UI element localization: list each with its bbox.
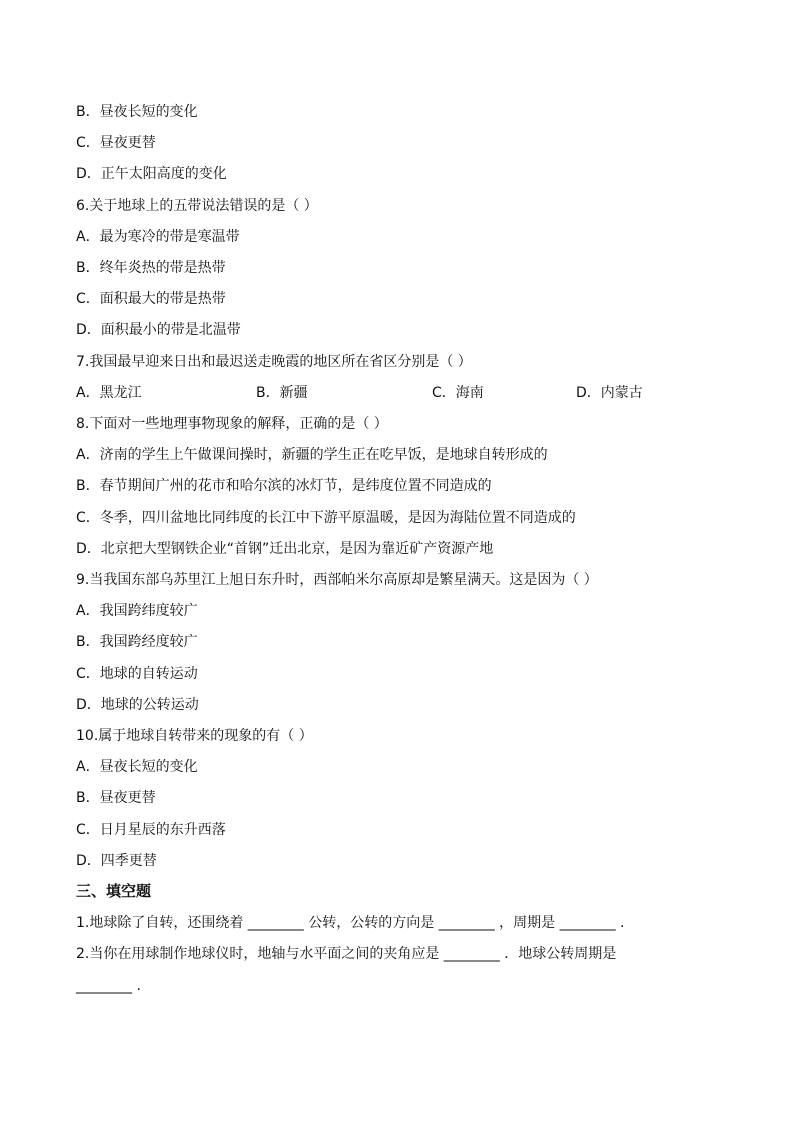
q10-option-a: A．昼夜长短的变化: [76, 759, 198, 775]
fill-q2-line1: 2.当你在用球制作地球仪时，地轴与水平面之间的夹角应是 ________ ．地球公转周期是: [76, 946, 617, 962]
q8-option-a: A．济南的学生上午做课间操时，新疆的学生正在吃早饭，是地球自转形成的: [76, 447, 548, 463]
section-heading-fill-in: 三、填空题: [76, 882, 152, 900]
q10-option-c: C．日月星辰的东升西落: [76, 822, 226, 838]
q10-option-d: D．四季更替: [76, 853, 157, 869]
q9-stem: 9.当我国东部乌苏里江上旭日东升时，西部帕米尔高原却是繁星满天。这是因为（ ）: [76, 572, 598, 588]
q6-option-a: A．最为寒冷的带是寒温带: [76, 229, 240, 245]
q8-option-b: B．春节期间广州的花市和哈尔滨的冰灯节，是纬度位置不同造成的: [76, 478, 492, 494]
q5-option-d: D．正午太阳高度的变化: [76, 166, 227, 182]
q8-stem: 8.下面对一些地理事物现象的解释，正确的是（ ）: [76, 416, 388, 432]
q9-option-b: B．我国跨经度较广: [76, 634, 198, 650]
q9-option-c: C．地球的自转运动: [76, 666, 198, 682]
q10-stem: 10.属于地球自转带来的现象的有（ ）: [76, 728, 313, 744]
q7-option-b: B．新疆: [256, 385, 308, 401]
q6-stem: 6.关于地球上的五带说法错误的是（ ）: [76, 198, 318, 214]
q7-stem: 7.我国最早迎来日出和最迟送走晚霞的地区所在省区分别是（ ）: [76, 354, 472, 370]
q8-option-d: D．北京把大型钢铁企业“首钢”迁出北京，是因为靠近矿产资源产地: [76, 541, 494, 557]
q7-option-c: C．海南: [432, 385, 484, 401]
q9-option-d: D．地球的公转运动: [76, 697, 199, 713]
q7-option-a: A．黑龙江: [76, 385, 142, 401]
q6-option-d: D．面积最小的带是北温带: [76, 322, 241, 338]
q9-option-a: A．我国跨纬度较广: [76, 603, 198, 619]
fill-q1: 1.地球除了自转，还围绕着 ________ 公转，公转的方向是 ________ ，周期是 ________ .: [76, 915, 625, 931]
q7-option-d: D．内蒙古: [576, 385, 643, 401]
q6-option-c: C．面积最大的带是热带: [76, 291, 226, 307]
q10-option-b: B．昼夜更替: [76, 790, 156, 806]
fill-q2-line2: ________ .: [76, 978, 141, 994]
q8-option-c: C．冬季，四川盆地比同纬度的长江中下游平原温暖，是因为海陆位置不同造成的: [76, 510, 576, 526]
q5-option-c: C．昼夜更替: [76, 135, 156, 151]
q5-option-b: B．昼夜长短的变化: [76, 104, 198, 120]
q6-option-b: B．终年炎热的带是热带: [76, 260, 226, 276]
